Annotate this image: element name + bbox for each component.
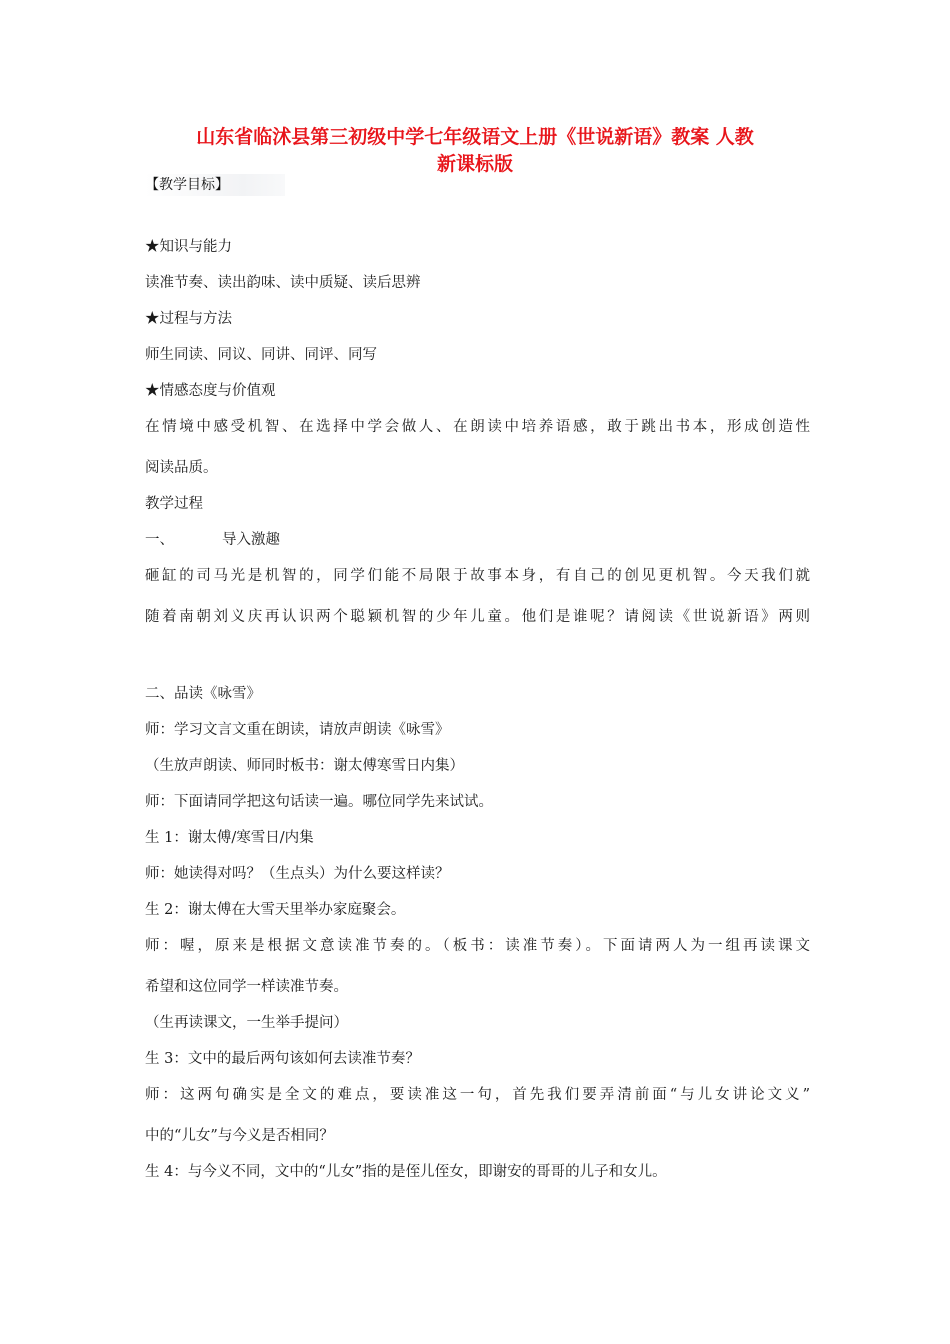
dialogue-line: 师：下面请同学把这句话读一遍。哪位同学先来试试。: [145, 794, 493, 810]
dialogue-line: （生再读课文，一生举手提问）: [145, 1015, 348, 1031]
document-title-line-2: 新课标版: [436, 153, 513, 175]
section-emotion-values: ★情感态度与价值观: [145, 383, 276, 399]
emotion-values-text: 在情境中感受机智、在选择中学会做人、在朗读中培养语感，敢于跳出书本，形成创造性: [145, 419, 810, 435]
teaching-objectives-label: 【教学目标】: [145, 174, 285, 196]
dialogue-line: 生 4：与今义不同，文中的“儿女”指的是侄儿侄女，即谢安的哥哥的儿子和女儿。: [145, 1164, 667, 1180]
dialogue-line: 生 3：文中的最后两句该如何去读准节奏？: [145, 1051, 420, 1067]
dialogue-line: 生 2：谢太傅在大雪天里举办家庭聚会。: [145, 902, 406, 918]
dialogue-line: （生放声朗读、师同时板书：谢太傅寒雪日内集）: [145, 758, 464, 774]
step-one-title: 导入激趣: [222, 532, 280, 548]
dialogue-line: 师：这两句确实是全文的难点，要读准这一句，首先我们要弄清前面“与儿女讲论文义”: [145, 1087, 810, 1103]
document-title-line-1: 山东省临沭县第三初级中学七年级语文上册《世说新语》教案 人教: [196, 126, 754, 148]
dialogue-line: 中的“儿女”与今义是否相同？: [145, 1128, 334, 1144]
process-method-text: 师生同读、同议、同讲、同评、同写: [145, 347, 377, 363]
dialogue-line: 希望和这位同学一样读准节奏。: [145, 979, 348, 995]
dialogue-line: 师：喔，原来是根据文意读准节奏的。（板书：读准节奏）。下面请两人为一组再读课文: [145, 938, 810, 954]
intro-paragraph-line-1: 砸缸的司马光是机智的，同学们能不局限于故事本身，有自己的创见更机智。今天我们就: [145, 568, 810, 584]
emotion-values-text-cont: 阅读品质。: [145, 460, 218, 476]
dialogue-line: 生 1：谢太傅/寒雪日/内集: [145, 830, 314, 846]
step-one-number: 一、: [145, 532, 174, 548]
knowledge-ability-text: 读准节奏、读出韵味、读中质疑、读后思辨: [145, 275, 421, 291]
section-knowledge-ability: ★知识与能力: [145, 239, 232, 255]
section-process-method: ★过程与方法: [145, 311, 232, 327]
step-two-heading: 二、品读《咏雪》: [145, 686, 261, 702]
teaching-process-heading: 教学过程: [145, 496, 203, 512]
intro-paragraph-line-2: 随着南朝刘义庆再认识两个聪颖机智的少年儿童。他们是谁呢？请阅读《世说新语》两则: [145, 609, 810, 625]
step-one-heading: [145, 530, 280, 550]
dialogue-line: 师：学习文言文重在朗读，请放声朗读《咏雪》: [145, 722, 450, 738]
dialogue-line: 师：她读得对吗？（生点头）为什么要这样读？: [145, 866, 450, 882]
